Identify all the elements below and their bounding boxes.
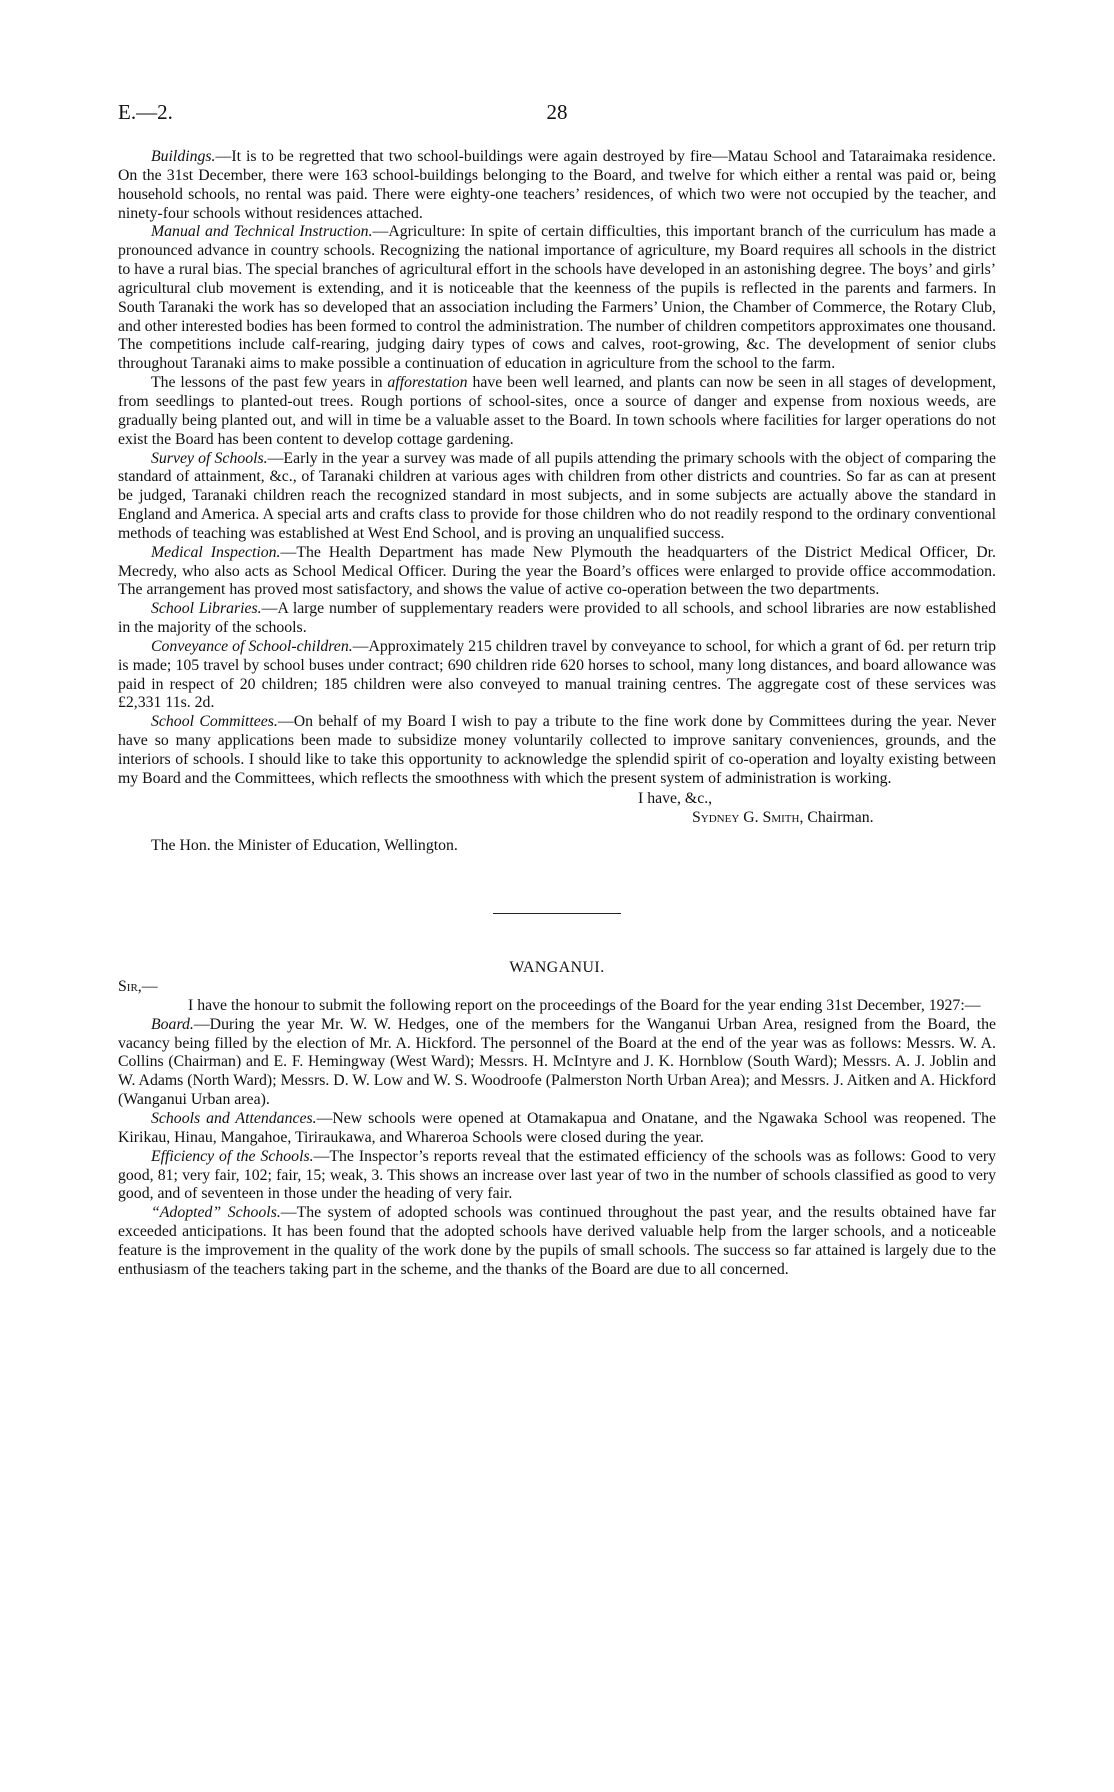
page-header [118,100,996,126]
paragraph-efficiency [118,1148,996,1205]
closing-line: I have, &c., [638,789,713,807]
text-committees: —On behalf of my Board I wish to pay a tribute to the fine work done by Committees during the year. Never have so many applications been made to subsidize money voluntarily collected to improve sanitary conveniences, grounds, and the interiors of schools. I should like to take this opportunity to acknowledge the splendid spirit of co-operation and loyalty existing between my Board and the Committees, which reflects the smoothness with which the present system of administration is working. [118,713,996,787]
paragraph-conveyance [118,638,996,713]
paragraph-manual-instruction [118,223,996,374]
signature-title: , Chairman. [799,808,874,826]
paragraph-intro: I have the honour to submit the following report on the proceedings of the Board for the year ending 31st December, 1927:— [188,996,981,1014]
text-afforestation-b: have been well learned, and plants can now be seen in all stages of development, from seedlings to planted-out trees. Rough portions of school-sites, once a source of danger and expense from noxious weeds, are gradually being planted out, and will in time be a valuable asset to the Board. In town schools where facilities for larger operations do not exist the Board has been content to develop cottage gardening. [118,374,996,448]
heading-adopted-schools: “Adopted” Schools. [151,1204,281,1222]
heading-medical: Medical Inspection. [151,543,281,561]
text-survey: —Early in the year a survey was made of all pupils attending the primary schools with the object of comparing the standard of attainment, &c., of Taranaki children at various ages with children from other districts and countries. So far as can at present be judged, Taranaki children reach the recognized standard in most subjects, and in some subjects are actually above the standard in England and America. A special arts and crafts class to provide for those children who do not readily respond to the ordinary conventional methods of teaching was established at West End School, and is proving an unqualified success. [118,449,996,542]
page-number: 28 [546,100,568,124]
paragraph-board [118,1016,996,1110]
text-conveyance: —Approximately 215 children travel by conveyance to school, for which a grant of 6d. per return trip is made; 105 travel by school buses under contract; 690 children ride 620 horses to school, many long distances, and board allowance was paid in respect of 20 children; 185 children were also conveyed to manual training centres. The aggregate cost of these services was £2,331 11s. 2d. [118,637,996,712]
paragraph-committees [118,713,996,788]
heading-manual-instruction: Manual and Technical Instruction. [151,223,373,241]
paragraph-adopted-schools [118,1204,996,1279]
text-medical: —The Health Department has made New Plymouth the headquarters of the District Medical Officer, Dr. Mecredy, who also acts as School Medical Officer. During the year the Board’s offices were enlarged to provide office accommodation. The arrangement has proved most satisfactory, and shows the value of active co-operation between the two departments. [118,543,996,599]
heading-board: Board. [151,1015,194,1033]
term-afforestation: afforestation [387,374,468,392]
text-manual-instruction: —Agriculture: In spite of certain difficulties, this important branch of the curriculum has made a pronounced advance in country schools. Recognizing the national importance of agriculture, my Board requires all schools in the district to have a rural bias. The special branches of agricultural effort in the schools have developed in an astonishing degree. The boys’ and girls’ agricultural club movement is extending, and it is noticeable that the keenness of the pupils is reflected in the parents and farmers. In South Taranaki the work has so developed that an association including the Farmers’ Union, the Chamber of Commerce, the Rotary Club, and other interested bodies has been formed to control the administration. The number of children competitors approximates one thousand. The competitions include calf-rearing, judging dairy types of cows and calves, root-growing, &c. The development of senior clubs throughout Taranaki aims to make possible a continuation of education in agriculture from the school to the farm. [118,223,996,373]
heading-libraries: School Libraries. [151,600,262,618]
text-board: —During the year Mr. W. W. Hedges, one of the members for the Wanganui Urban Area, resigned from the Board, the vacancy being filled by the election of Mr. A. Hickford. The personnel of the Board at the end of the year was as follows: Messrs. W. A. Collins (Chairman) and E. F. Hemingway (West Ward); Messrs. H. McIntyre and J. K. Hornblow (South Ward); Messrs. A. J. Joblin and W. Adams (North Ward); Messrs. D. W. Low and W. S. Woodroofe (Palmerston North Urban Area); and Messrs. J. Aitken and A. Hickford (Wanganui Urban area). [118,1015,996,1109]
text-buildings: —It is to be regretted that two school-buildings were again destroyed by fire—Matau School and Tataraimaka residence. On the 31st December, there were 163 school-buildings belonging to the Board, and twelve for which either a rental was paid or, being household schools, no rental was paid. There were eighty-one teachers’ residences, of which two were not occupied by the teacher, and ninety-four schools without residences attached. [118,148,996,222]
heading-committees: School Committees. [151,713,278,731]
paragraph-libraries [118,600,996,638]
heading-efficiency: Efficiency of the Schools. [151,1147,314,1165]
salutation [118,978,996,997]
text-schools-attendances: —New schools were opened at Otamakapua and Onatane, and the Ngawaka School was reopened. The Kirikau, Hinau, Mangahoe, Tiriraukawa, and Whareroa Schools were closed during the year. [118,1109,996,1146]
section-divider [493,913,621,914]
heading-conveyance: Conveyance of School-children. [151,637,353,655]
paragraph-survey [118,450,996,544]
heading-schools-attendances: Schools and Attendances. [151,1109,317,1127]
paragraph-medical [118,544,996,601]
heading-survey: Survey of Schools. [151,449,268,467]
report-body [118,148,996,1280]
salutation-text: Sir,— [118,978,158,996]
text-afforestation-a: The lessons of the past few years in [151,374,388,392]
section-title-wanganui: WANGANUI. [509,959,605,977]
paragraph-buildings [118,148,996,223]
addressee: The Hon. the Minister of Education, Wellington. [151,837,458,855]
text-libraries: —A large number of supplementary readers were provided to all schools, and school libraries are now established in the majority of the schools. [118,600,996,637]
signature-name: Sydney G. Smith [692,808,800,826]
paragraph-afforestation [118,374,996,449]
heading-buildings: Buildings. [151,148,216,165]
document-reference: E.—2. [118,100,173,124]
signature [118,809,996,828]
text-adopted-schools: —The system of adopted schools was continued throughout the past year, and the results obtained have far exceeded anticipations. It has been found that the adopted schools have derived valuable help from the larger schools, and a noticeable feature is the improvement in the quality of the work done by the pupils of small schools. The success so far attained is largely due to the enthusiasm of the teachers taking part in the scheme, and the thanks of the Board are due to all concerned. [118,1204,996,1278]
text-efficiency: —The Inspector’s reports reveal that the estimated efficiency of the schools was as follows: Good to very good, 81; very fair, 102; fair, 15; weak, 3. This shows an increase over last year of two in the number of schools classified as good to very good, and of seventeen in those under the heading of very fair. [118,1147,996,1203]
paragraph-schools-attendances [118,1110,996,1148]
